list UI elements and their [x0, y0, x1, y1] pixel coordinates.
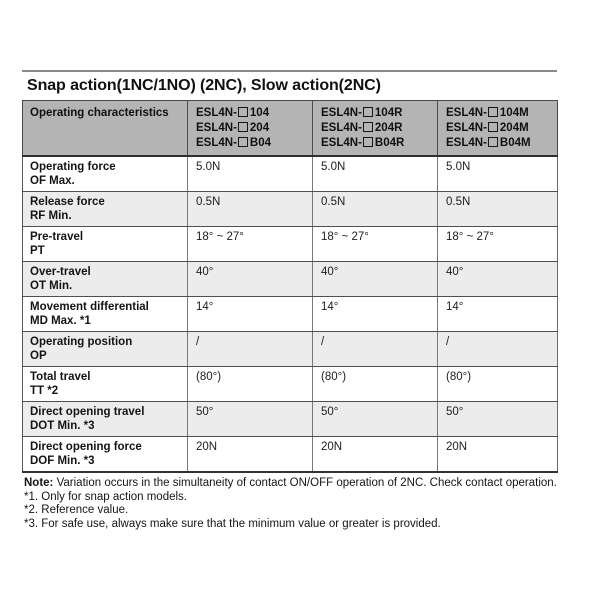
table-row-md: [23, 297, 558, 332]
row-label-abbr: PT: [30, 244, 45, 257]
model-number-3-1: ESL4N- 104M: [446, 107, 529, 119]
row-label-name: Direct opening force: [30, 441, 142, 453]
box-placeholder-icon: [488, 137, 498, 147]
table-row-dof: [23, 437, 558, 473]
row-label-name: Direct opening travel: [30, 406, 145, 418]
row-label-name: Total travel: [30, 371, 91, 383]
row-label-name: Movement differential: [30, 301, 149, 313]
row-label-abbr: DOT Min. *3: [30, 419, 95, 432]
row-label-name: Release force: [30, 196, 105, 208]
value-cell-col1: 18° ~ 27°: [188, 227, 313, 262]
note-label: Note:: [24, 477, 54, 489]
table-row-pt: [23, 227, 558, 262]
model-number-2-3: ESL4N- B04R: [321, 137, 405, 149]
box-placeholder-icon: [238, 107, 248, 117]
model-number-2-1: ESL4N- 104R: [321, 107, 403, 119]
box-placeholder-icon: [238, 122, 248, 132]
value-cell-col2: 50°: [313, 402, 438, 437]
notes-block: [24, 477, 557, 532]
row-label: [23, 227, 188, 262]
table-header-row: [23, 101, 558, 157]
value-cell-col1: 40°: [188, 262, 313, 297]
header-cell-models-col3: [438, 101, 558, 157]
spec-sheet: [22, 70, 557, 532]
page-title: Snap action(1NC/1NO) (2NC), Slow action(2NC): [27, 77, 381, 94]
row-label-abbr: TT *2: [30, 384, 59, 397]
model-number-2-2: ESL4N- 204R: [321, 122, 403, 134]
row-label: [23, 156, 188, 192]
header-cell-models-col1: [188, 101, 313, 157]
box-placeholder-icon: [363, 107, 373, 117]
value-cell-col1: (80°): [188, 367, 313, 402]
box-placeholder-icon: [488, 122, 498, 132]
value-cell-col2: 18° ~ 27°: [313, 227, 438, 262]
box-placeholder-icon: [488, 107, 498, 117]
value-cell-col2: 20N: [313, 437, 438, 473]
note-text: Variation occurs in the simultaneity of contact ON/OFF operation of 2NC. Check contact operation.: [53, 477, 557, 489]
value-cell-col3: 14°: [438, 297, 558, 332]
row-label-abbr: OF Max.: [30, 174, 75, 187]
table-row-rf: [23, 192, 558, 227]
value-cell-col2: /: [313, 332, 438, 367]
value-cell-col3: 40°: [438, 262, 558, 297]
model-number-1-2: ESL4N- 204: [196, 122, 270, 134]
row-label-abbr: MD Max. *1: [30, 314, 91, 327]
table-row-tt: [23, 367, 558, 402]
row-label-abbr: OT Min.: [30, 279, 73, 292]
box-placeholder-icon: [363, 137, 373, 147]
row-label-name: Pre-travel: [30, 231, 84, 243]
box-placeholder-icon: [238, 137, 248, 147]
model-number-3-3: ESL4N- B04M: [446, 137, 531, 149]
model-number-3-2: ESL4N- 204M: [446, 122, 529, 134]
value-cell-col1: 5.0N: [188, 156, 313, 192]
value-cell-col3: 0.5N: [438, 192, 558, 227]
row-label: [23, 192, 188, 227]
value-cell-col2: (80°): [313, 367, 438, 402]
value-cell-col3: 18° ~ 27°: [438, 227, 558, 262]
row-label: [23, 437, 188, 473]
row-label-abbr: RF Min.: [30, 209, 72, 222]
table-row-ot: [23, 262, 558, 297]
model-number-1-1: ESL4N- 104: [196, 107, 270, 119]
value-cell-col3: 50°: [438, 402, 558, 437]
footnote-3: *3. For safe use, always make sure that the minimum value or greater is provided.: [24, 518, 441, 531]
model-number-1-3: ESL4N- B04: [196, 137, 272, 149]
table-row-op: [23, 332, 558, 367]
operating-characteristics-table: [22, 100, 558, 473]
value-cell-col1: /: [188, 332, 313, 367]
value-cell-col2: 40°: [313, 262, 438, 297]
table-row-of: [23, 156, 558, 192]
row-label: [23, 262, 188, 297]
value-cell-col1: 20N: [188, 437, 313, 473]
value-cell-col1: 0.5N: [188, 192, 313, 227]
top-divider: [22, 70, 557, 72]
box-placeholder-icon: [363, 122, 373, 132]
note-line: [24, 477, 557, 491]
row-label-name: Over-travel: [30, 266, 91, 278]
value-cell-col3: (80°): [438, 367, 558, 402]
value-cell-col3: 5.0N: [438, 156, 558, 192]
value-cell-col1: 14°: [188, 297, 313, 332]
value-cell-col2: 0.5N: [313, 192, 438, 227]
row-label: [23, 402, 188, 437]
value-cell-col1: 50°: [188, 402, 313, 437]
row-label-abbr: DOF Min. *3: [30, 454, 95, 467]
footnote-2: *2. Reference value.: [24, 504, 129, 517]
row-label-name: Operating position: [30, 336, 133, 348]
value-cell-col3: 20N: [438, 437, 558, 473]
header-cell-operating-characteristics: Operating characteristics: [23, 101, 188, 157]
value-cell-col2: 14°: [313, 297, 438, 332]
row-label: [23, 367, 188, 402]
row-label: [23, 297, 188, 332]
footnote-1: *1. Only for snap action models.: [24, 490, 187, 503]
row-label-name: Operating force: [30, 161, 116, 173]
table-row-dot: [23, 402, 558, 437]
value-cell-col3: /: [438, 332, 558, 367]
header-cell-models-col2: [313, 101, 438, 157]
row-label-abbr: OP: [30, 349, 47, 362]
row-label: [23, 332, 188, 367]
value-cell-col2: 5.0N: [313, 156, 438, 192]
